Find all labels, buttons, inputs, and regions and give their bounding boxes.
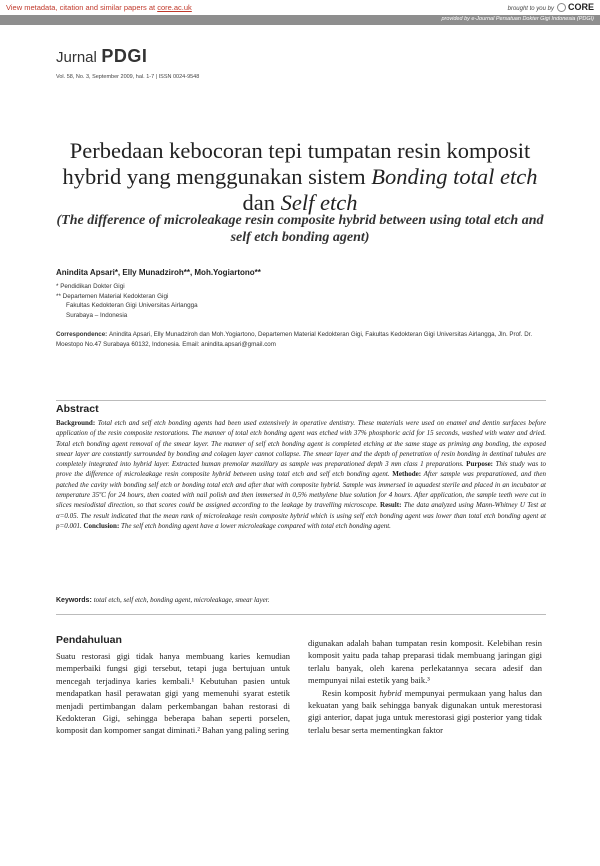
keywords-divider xyxy=(56,614,546,615)
core-header-bar xyxy=(0,0,600,15)
core-brand: CORE xyxy=(567,2,594,12)
core-metadata-link[interactable]: View metadata, citation and similar papers at core.ac.uk xyxy=(6,3,192,12)
core-url-link[interactable]: core.ac.uk xyxy=(157,3,192,12)
affiliations: * Pendidikan Dokter Gigi ** Departemen Material Kedokteran Gigi Fakultas Kedokteran Gigi Universitas Airlangga Surabaya – Indonesia xyxy=(56,283,198,319)
keywords: Keywords: total etch, self etch, bonding agent, microleakage, smear layer. xyxy=(56,596,270,604)
article-subtitle: (The difference of microleakage resin composite hybrid between using total etch and self etch bonding agent) xyxy=(56,213,544,245)
section-heading-pendahuluan: Pendahuluan xyxy=(56,634,122,646)
brought-by: brought to you by CORE xyxy=(507,2,594,12)
authors: Anindita Apsari*, Elly Munadziroh**, Moh.Yogiartono** xyxy=(56,268,261,277)
journal-issue-info: Vol. 58, No. 3, September 2009, hal. 1-7 | ISSN 0024-9548 xyxy=(56,74,200,80)
provided-by-text: provided by e-Journal Persatuan Dokter Gigi Indonesia (PDGI) xyxy=(441,16,594,22)
correspondence: Correspondence: Anindita Apsari, Elly Munadziroh dan Moh.Yogiartono, Departemen Material Kedokteran Gigi, Fakultas Kedokteran Gigi Universitas Airlangga, Jln. Prof. Dr. Moestopo No.47 Surabaya 60132, Indonesia. Email: anindita.apsari@gmail.com xyxy=(56,331,533,348)
provided-by-bar xyxy=(0,15,600,25)
abstract-divider xyxy=(56,400,546,401)
intro-column-left: Suatu restorasi gigi tidak hanya membuang karies kemudian memperbaiki fungsi gigi tersebut, tetapi juga bertujuan untuk mencegah terjadinya karies kembali.¹ Kebutuhan pasien untuk mendapatkan hasil perawatan gigi yang memenuhi syarat estetik menjadi pertimbangan dalam perkembangan bahan restorasi di Kedokteran Gigi, sehingga beberapa bahan seperti porselen, komposit dan kompomer sangat diminati.² Bahan yang paling sering xyxy=(56,651,290,736)
core-logo-icon xyxy=(557,3,566,12)
journal-logo: Jurnal PDGI xyxy=(56,46,148,66)
abstract-heading: Abstract xyxy=(56,403,99,415)
article-title: Perbedaan kebocoran tepi tumpatan resin komposit hybrid yang menggunakan sistem Bonding total etch dan Self etch xyxy=(62,138,538,215)
intro-column-right: digunakan adalah bahan tumpatan resin komposit. Kelebihan resin komposit yaitu pada tahap preparasi tidak membuang jaringan gigi terlalu banyak, oleh karena perlekatannya secara adesif dan mempunyai nilai estetik yang baik.³ Resin komposit hybrid mempunyai permukaan yang halus dan kekuatan yang baik sehingga banyak digunakan untuk merestorasi gigi anterior, dapat juga untuk merestorasi gigi posterior yang tidak terlalu besar serta mementingkan faktor xyxy=(308,638,542,735)
abstract-body: Background: Total etch and self etch bonding agents had been used extensively in operative dentistry. These materials were used on enamel and dentin surfaces before application of the resin composite restorations. The manner of total etch bonding agent was etched with 37% phosphoric acid for 15 seconds, washed with water and dried. Total etch bonding agent removal of the smear layer. The manner of self etch bonding agent is completed etching at the same stage as priming ang bonding, the exposed smear layer are constantly surrounded by bonding and colagen layer cannot collapse. The smear layer and the depth of penetration of resin bonding in dentinal tubules are completely integrated into hybrid layer. Extracted human premolar maxillary as sample was preparationed depth 3 mm class 1 preparations. Purpose: This study was to prove the difference of microleakage resin composite hybrid between using total etch and self etch bonding agent. Methode: After sample was preparationed, and then patched the cavity with bonding self etch or bonding total etch and after that with composite hybrid. Sample was immersed in aquadest sterile and placed in an incubator at temperature 35ºC for 24 hours, then coated with nail polish and then immersed in 0,5% methylene blue solution for 4 hours. After application, the sample teeth were cut in slices mesiodistal direction, so that scores could be assigned according to the leakage by travelling microscope. Result: The data analyzed using Mann-Whitney U Test at α=0.05. The result indicated that the mean rank of microleakage resin composite hybrid which is using self etch bonding agent was lower than total etch bonding agent at p=0.001. Conclusion: The self etch bonding agent have a lower microleakage compared with total etch bonding agent. xyxy=(56,419,547,530)
